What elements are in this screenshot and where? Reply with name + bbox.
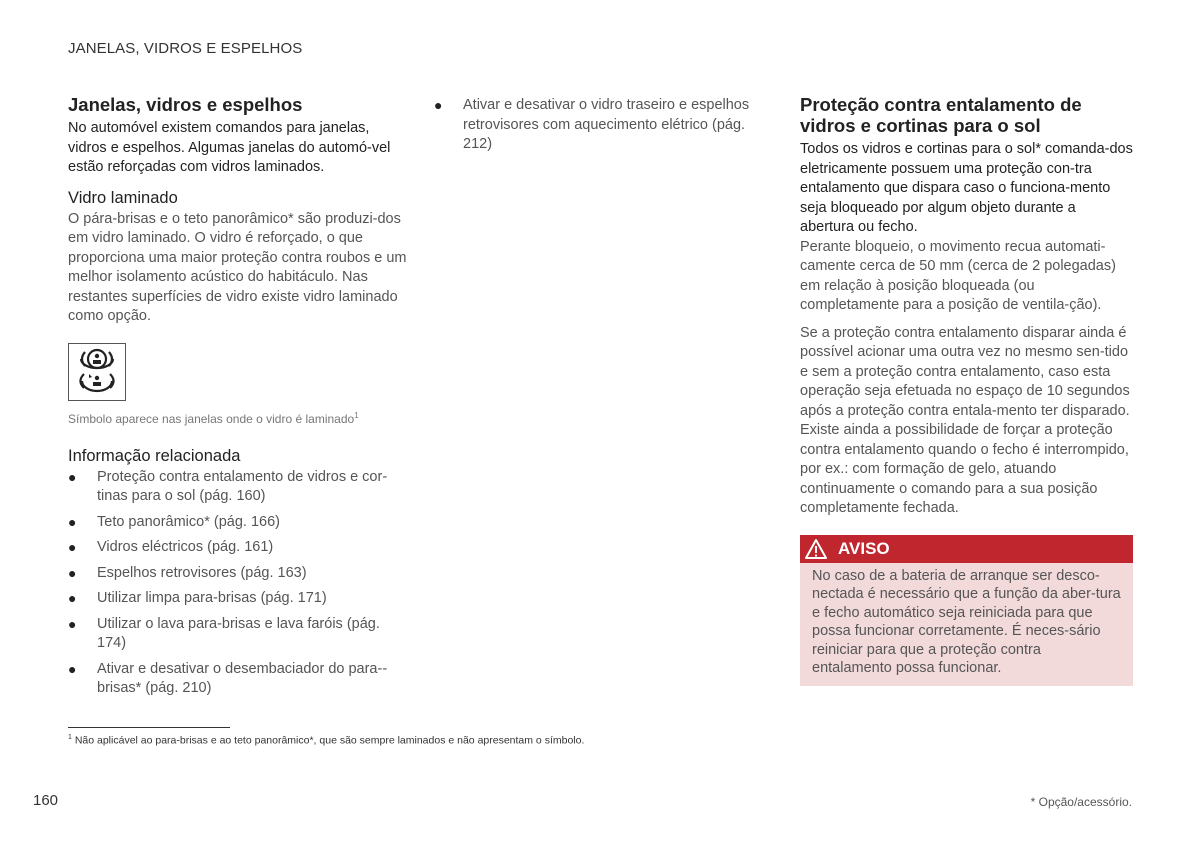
column-middle — [434, 94, 769, 161]
sub-heading-laminated: Vidro laminado — [68, 188, 178, 207]
related-link-text[interactable]: Utilizar limpa para-brisas (pág. 171) — [97, 590, 327, 606]
pinch-paragraph-2: Se a proteção contra entalamento disparar ainda é possível acionar uma outra vez no mesmo sen-tido e sem a proteção contra entalamento, caso esta operação seja efetuada no espaço de 10 segundos após a proteção contra entala-mento ter disparado. Existe ainda a possibilidade de forçar a proteção contra entalamento quando o fecho é interrompido, por ex.: com formação de gelo, atuando continuamente o comando para a sua posição completamente fechada. — [800, 324, 1130, 516]
related-link-text[interactable]: Vidros eléctricos (pág. 161) — [97, 539, 274, 555]
related-link[interactable]: ● Vidros eléctricos (pág. 161) — [68, 539, 274, 555]
warning-text: No caso de a bateria de arranque ser desco-nectada é necessário que a função da aber-tura e fecho automático seja reiniciada para que possa funcionar corretamente. É neces-sário reiniciar para que a proteção contra entalamento possa funcionar. — [800, 563, 1133, 686]
footnote-text: Não aplicável ao para-brisas e ao teto panorâmico*, que são sempre laminados e não apresentam o símbolo. — [74, 734, 585, 747]
intro-paragraph: No automóvel existem comandos para janelas, vidros e espelhos. Algumas janelas do automó-vel estão reforçadas com vidros laminados. — [68, 120, 391, 175]
pinch-paragraph-1: Perante bloqueio, o movimento recua automati-camente cerca de 50 mm (cerca de 2 polegadas) em relação à posição bloqueada (ou completamente para a posição de ventila-ção). — [800, 238, 1116, 313]
footnote — [68, 734, 584, 747]
related-link[interactable]: ● Ativar e desativar o vidro traseiro e espelhos retrovisores com aquecimento elétrico (pág. 212) — [434, 97, 750, 152]
footnote-divider — [68, 727, 230, 728]
related-link-text[interactable]: Proteção contra entalamento de vidros e cor-tinas para o sol (pág. 160) — [97, 468, 388, 504]
related-link[interactable]: ● Proteção contra entalamento de vidros e cor-tinas para o sol (pág. 160) — [68, 468, 388, 504]
related-link-text[interactable]: Ativar e desativar o vidro traseiro e espelhos retrovisores com aquecimento elétrico (pág. 212) — [463, 97, 750, 152]
symbol-caption — [68, 409, 408, 426]
pinch-intro: Todos os vidros e cortinas para o sol* comanda-dos eletricamente possuem uma proteção con-tra entalamento que dispara caso o funciona-mento seja bloqueado por algum objeto durante a abertura ou fecho. — [800, 141, 1133, 235]
related-link[interactable]: ● Utilizar o lava para-brisas e lava faróis (pág. 174) — [68, 615, 380, 651]
related-list-continued — [434, 96, 769, 155]
footnote-ref: 1 — [354, 410, 359, 420]
caption-text: Símbolo aparece nas janelas onde o vidro é laminado — [68, 411, 355, 426]
warning-box — [800, 535, 1133, 686]
laminated-glass-symbol-icon — [68, 343, 126, 401]
related-link[interactable]: ● Utilizar limpa para-brisas (pág. 171) — [68, 590, 327, 606]
laminated-paragraph: O pára-brisas e o teto panorâmico* são produzi-dos em vidro laminado. O vidro é reforçado, o que proporciona uma maior proteção contra roubos e um melhor isolamento acústico do habitáculo. Nas restantes superfícies de vidro existe vidro laminado como opção. — [68, 210, 407, 324]
related-link-text[interactable]: Ativar e desativar o desembaciador do para--brisas* (pág. 210) — [97, 660, 388, 696]
related-link[interactable]: ● Ativar e desativar o desembaciador do para--brisas* (pág. 210) — [68, 660, 388, 696]
option-note: * Opção/acessório. — [1030, 795, 1132, 809]
related-link-text[interactable]: Espelhos retrovisores (pág. 163) — [97, 564, 307, 581]
warning-triangle-icon — [804, 538, 828, 560]
related-link[interactable]: ● Teto panorâmico* (pág. 166) — [68, 513, 280, 530]
related-link[interactable]: ● Espelhos retrovisores (pág. 163) — [68, 564, 307, 581]
section-heading-pinch: Proteção contra entalamento de vidros e cortinas para o sol — [800, 94, 1082, 136]
column-left — [68, 94, 408, 705]
related-link-text[interactable]: Teto panorâmico* (pág. 166) — [97, 513, 280, 530]
footnote-marker: 1 — [68, 734, 72, 741]
section-heading: Janelas, vidros e espelhos — [68, 94, 303, 115]
warning-header — [800, 535, 1133, 563]
related-link-text[interactable]: Utilizar o lava para-brisas e lava faróis (pág. 174) — [97, 615, 380, 651]
related-list — [68, 468, 408, 699]
page-number: 160 — [33, 792, 59, 809]
running-header: JANELAS, VIDROS E ESPELHOS — [68, 40, 303, 57]
related-heading: Informação relacionada — [68, 446, 241, 465]
column-right — [800, 94, 1133, 686]
warning-title: AVISO — [838, 538, 890, 558]
